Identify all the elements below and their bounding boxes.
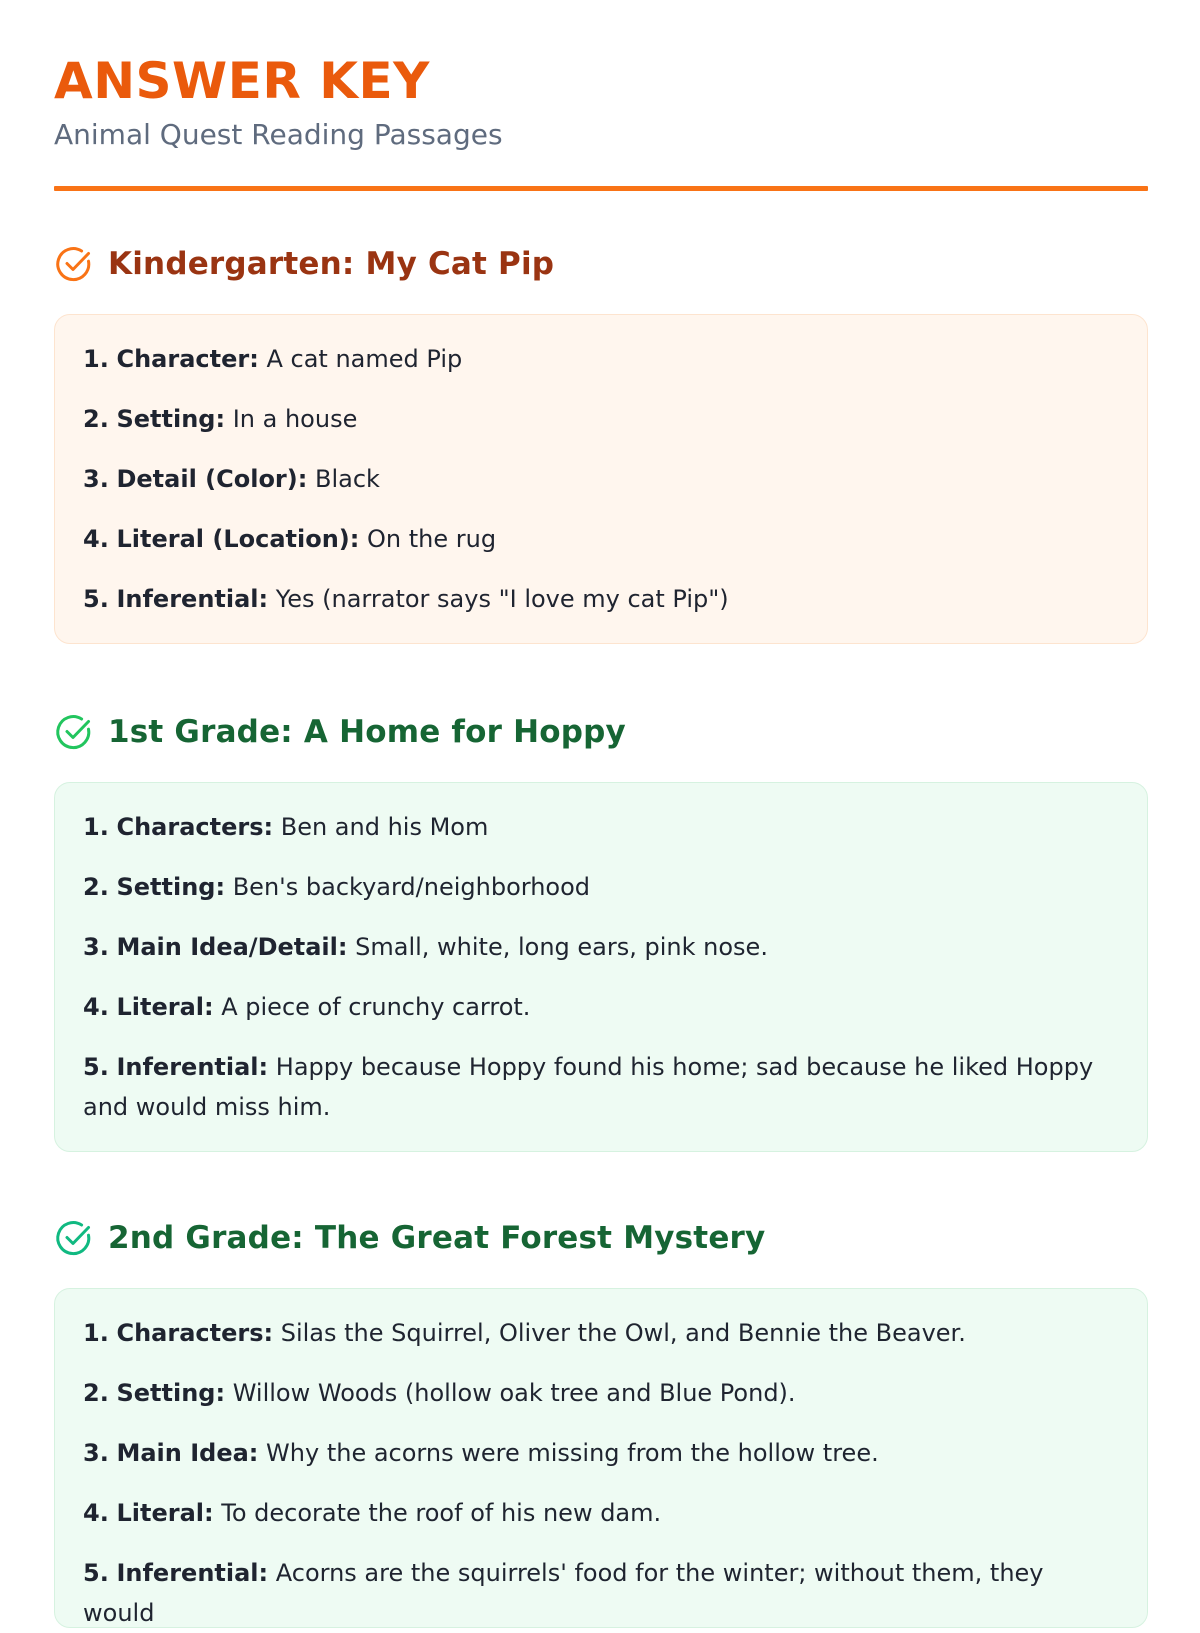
answer-item [83,1553,1119,1633]
item-label: Inferential: [116,1053,269,1081]
section-title: 1st Grade: A Home for Hoppy [108,714,626,750]
item-label: Detail (Color): [116,465,308,493]
item-label: Characters: [116,813,274,841]
item-label: Character: [116,345,259,373]
item-answer: Acorns are the squirrels' food for the winter; without them, they would [83,1559,1044,1627]
answer-item [83,867,1119,907]
header-divider [54,186,1148,191]
item-label: Setting: [116,873,226,901]
answer-item [83,1047,1119,1127]
item-label: Inferential: [116,1559,269,1587]
answer-item [83,519,1119,559]
item-number: 1. [83,345,109,373]
item-label: Inferential: [116,585,269,613]
item-number: 3. [83,1439,109,1467]
item-number: 5. [83,1053,109,1081]
item-label: Literal: [116,993,214,1021]
answer-item [83,1433,1119,1473]
answer-item [83,987,1119,1027]
item-label: Literal (Location): [116,525,360,553]
answer-item [83,1373,1119,1413]
item-answer: To decorate the roof of his new dam. [221,1499,662,1527]
section-title: 2nd Grade: The Great Forest Mystery [108,1220,766,1256]
page-title: ANSWER KEY [54,52,430,110]
item-label: Setting: [116,1379,226,1407]
item-number: 4. [83,1499,109,1527]
section-title: Kindergarten: My Cat Pip [108,246,555,282]
item-answer: Yes (narrator says "I love my cat Pip") [275,585,729,613]
item-number: 4. [83,993,109,1021]
item-answer: Willow Woods (hollow oak tree and Blue Pond). [232,1379,796,1407]
item-answer: Silas the Squirrel, Oliver the Owl, and Bennie the Beaver. [280,1319,966,1347]
page-subtitle: Animal Quest Reading Passages [54,118,503,151]
check-circle-icon [54,1218,94,1258]
section-heading-grade-2 [54,1218,765,1258]
answer-card-kindergarten [54,314,1148,644]
item-number: 1. [83,1319,109,1347]
item-number: 1. [83,813,109,841]
section-heading-kindergarten [54,244,554,284]
answer-item [83,807,1119,847]
item-answer: On the rug [367,525,497,553]
item-number: 5. [83,585,109,613]
item-answer: Happy because Hoppy found his home; sad because he liked Hoppy and would miss him. [83,1053,1094,1121]
answer-item [83,927,1119,967]
item-number: 3. [83,933,109,961]
section-heading-grade-1 [54,712,626,752]
item-answer: Ben and his Mom [280,813,489,841]
answer-item [83,1313,1119,1353]
item-number: 5. [83,1559,109,1587]
item-label: Characters: [116,1319,274,1347]
item-answer: In a house [232,405,358,433]
answer-item [83,339,1119,379]
item-number: 3. [83,465,109,493]
answer-card-grade-2 [54,1288,1148,1628]
item-answer: Ben's backyard/neighborhood [232,873,591,901]
check-circle-icon [54,712,94,752]
item-number: 2. [83,405,109,433]
item-answer: Small, white, long ears, pink nose. [355,933,768,961]
item-label: Literal: [116,1499,214,1527]
item-number: 2. [83,873,109,901]
answer-item [83,1493,1119,1533]
item-label: Setting: [116,405,226,433]
check-circle-icon [54,244,94,284]
item-label: Main Idea/Detail: [116,933,348,961]
answer-item [83,579,1119,619]
item-answer: A cat named Pip [266,345,463,373]
answer-item [83,459,1119,499]
item-answer: A piece of crunchy carrot. [221,993,531,1021]
item-label: Main Idea: [116,1439,259,1467]
answer-card-grade-1 [54,782,1148,1152]
item-answer: Why the acorns were missing from the hollow tree. [266,1439,879,1467]
item-answer: Black [314,465,380,493]
item-number: 2. [83,1379,109,1407]
answer-item [83,399,1119,439]
item-number: 4. [83,525,109,553]
